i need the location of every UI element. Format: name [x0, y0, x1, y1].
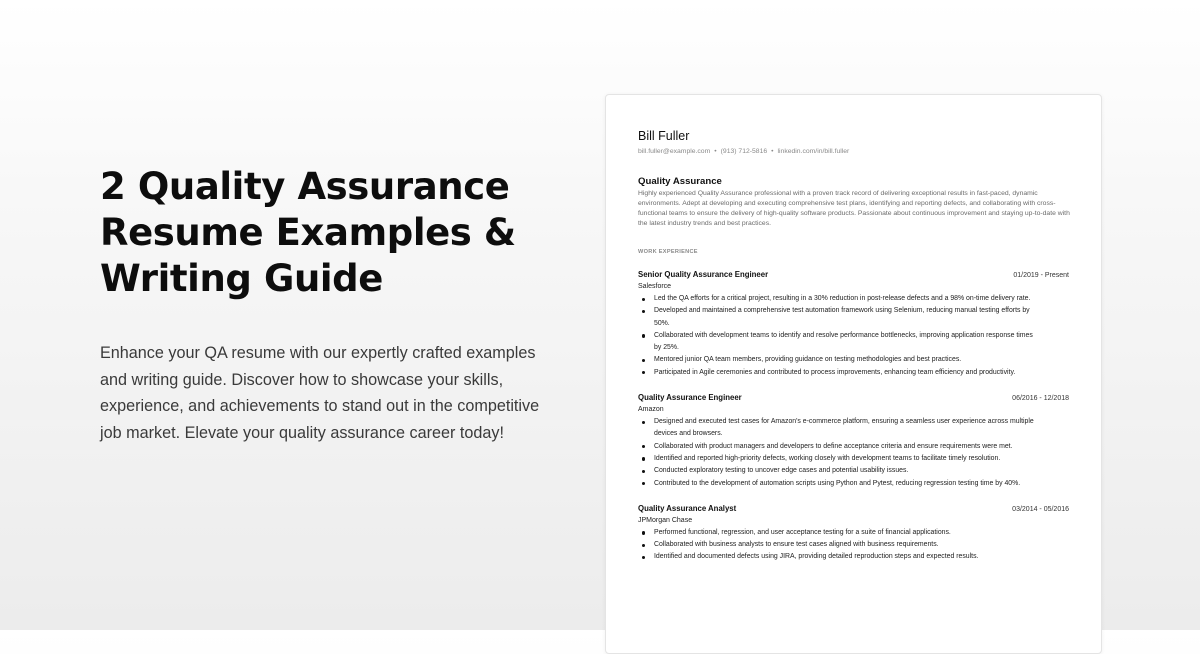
- bullet-dot: [642, 334, 645, 337]
- resume-email: bill.fuller@example.com: [638, 148, 711, 155]
- resume-name: Bill Fuller: [638, 129, 690, 143]
- job-company: JPMorgan Chase: [638, 516, 693, 524]
- bullet-dot: [642, 421, 645, 424]
- bullet-dot: [642, 298, 645, 301]
- bullet-dot: [642, 482, 645, 485]
- job-bullet-text: Collaborated with business analysts to ensure test cases aligned with business requirements.: [654, 541, 939, 549]
- job-title: Quality Assurance Engineer: [638, 393, 742, 403]
- job-bullet-text: Developed and maintained a comprehensive test automation framework using Selenium, reducing manual testing efforts by 50%.: [654, 307, 1030, 327]
- job-bullet-text: Designed and executed test cases for Amazon's e-commerce platform, ensuring a seamless user experience across multiple devices and browsers.: [654, 418, 1034, 438]
- job-bullet: [654, 441, 1034, 453]
- job-bullet: [654, 354, 1034, 366]
- job-bullet: [654, 305, 1034, 330]
- job-bullet: [654, 453, 1034, 465]
- job-company: Salesforce: [638, 283, 672, 290]
- page-description: Enhance your QA resume with our expertly crafted examples and writing guide. Discover how to showcase your skills, experience, and achievements to stand out in the competitive job market. Elevate your quality assurance career today!: [100, 344, 540, 442]
- job-bullet-text: Contributed to the development of automation scripts using Python and Pytest, reducing regression testing time by 40%.: [654, 479, 1021, 487]
- job-bullet: [654, 367, 1034, 379]
- headline-line-2: Resume Examples &: [100, 211, 516, 254]
- job-bullet: [654, 293, 1034, 305]
- bullet-dot: [642, 556, 645, 559]
- job-header: [638, 392, 1069, 404]
- headline-line-3: Writing Guide: [100, 257, 383, 300]
- job-bullet: [654, 465, 1034, 477]
- job-bullet-text: Collaborated with product managers and developers to define acceptance criteria and ensure requirements were met.: [654, 442, 1013, 450]
- job-header: [638, 269, 1069, 281]
- job-dates: 06/2016 - 12/2018: [1012, 395, 1069, 403]
- job-bullet-text: Identified and reported high-priority defects, working closely with development teams to facilitate timely resolution.: [654, 454, 1001, 462]
- bullet-dot: [642, 544, 645, 547]
- job-dates: 03/2014 - 05/2016: [1012, 505, 1069, 513]
- job-dates: 01/2019 - Present: [1013, 272, 1069, 279]
- bullet-dot: [642, 470, 645, 473]
- resume-preview: [605, 94, 1102, 654]
- work-experience-heading: WORK EXPERIENCE: [638, 249, 698, 255]
- job-entry: [638, 392, 1069, 490]
- job-bullet-text: Identified and documented defects using JIRA, providing detailed reproduction steps and expected results.: [654, 553, 979, 561]
- job-entry: [638, 503, 1069, 564]
- resume-phone: (913) 712-5816: [720, 148, 768, 155]
- job-bullet: [654, 478, 1034, 490]
- job-bullet-text: Performed functional, regression, and user acceptance testing for a suite of financial applications.: [654, 528, 951, 536]
- bullet-dot: [642, 445, 645, 448]
- job-title: Senior Quality Assurance Engineer: [638, 270, 769, 279]
- job-bullet-text: Conducted exploratory testing to uncover edge cases and potential usability issues.: [654, 467, 909, 475]
- job-title: Quality Assurance Analyst: [638, 503, 737, 513]
- job-bullet-text: Collaborated with development teams to identify and resolve performance bottlenecks, improving application response times by 25%.: [654, 331, 1033, 352]
- job-bullet: [654, 539, 1034, 551]
- job-bullets: [638, 527, 1069, 564]
- resume-title: Quality Assurance: [638, 176, 722, 187]
- bullet-dot: [642, 371, 645, 374]
- job-bullet: [654, 416, 1034, 441]
- bullet-dot: [642, 531, 645, 534]
- bullet-dot: [642, 457, 645, 460]
- job-entry: [638, 269, 1069, 379]
- bullet-dot: [642, 359, 645, 362]
- resume-summary: Highly experienced Quality Assurance professional with a proven track record of delivering exceptional results in fast-paced, dynamic environments. Adept at developing and executing comprehensive test plans, identifying and reporting defects, and collaborating with cross-functional teams to ensure the delivery of high-quality software products. Passionate about continuous improvement and staying up-to-date with the latest industry trends and best practices.: [638, 190, 1070, 227]
- job-bullets: [638, 416, 1069, 490]
- job-bullets: [638, 293, 1069, 379]
- contact-separator: •: [771, 148, 774, 155]
- job-bullet: [654, 330, 1034, 355]
- job-bullet: [654, 527, 1034, 539]
- page-title: [100, 164, 570, 302]
- job-bullet-text: Participated in Agile ceremonies and contributed to process improvements, enhancing team efficiency and productivity.: [654, 368, 1016, 376]
- job-bullet-text: Led the QA efforts for a critical project, resulting in a 30% reduction in post-release defects and a 98% on-time delivery rate.: [654, 295, 1031, 302]
- job-bullet-text: Mentored junior QA team members, providing guidance on testing methodologies and best practices.: [654, 356, 962, 364]
- job-bullet: [654, 551, 1034, 563]
- job-header: [638, 503, 1069, 515]
- contact-separator: •: [714, 148, 717, 155]
- job-company: Amazon: [638, 406, 664, 414]
- resume-contact-line: [638, 147, 1069, 156]
- headline-line-1: 2 Quality Assurance: [100, 165, 510, 208]
- resume-linkedin: linkedin.com/in/bill.fuller: [777, 148, 850, 155]
- bullet-dot: [642, 310, 645, 313]
